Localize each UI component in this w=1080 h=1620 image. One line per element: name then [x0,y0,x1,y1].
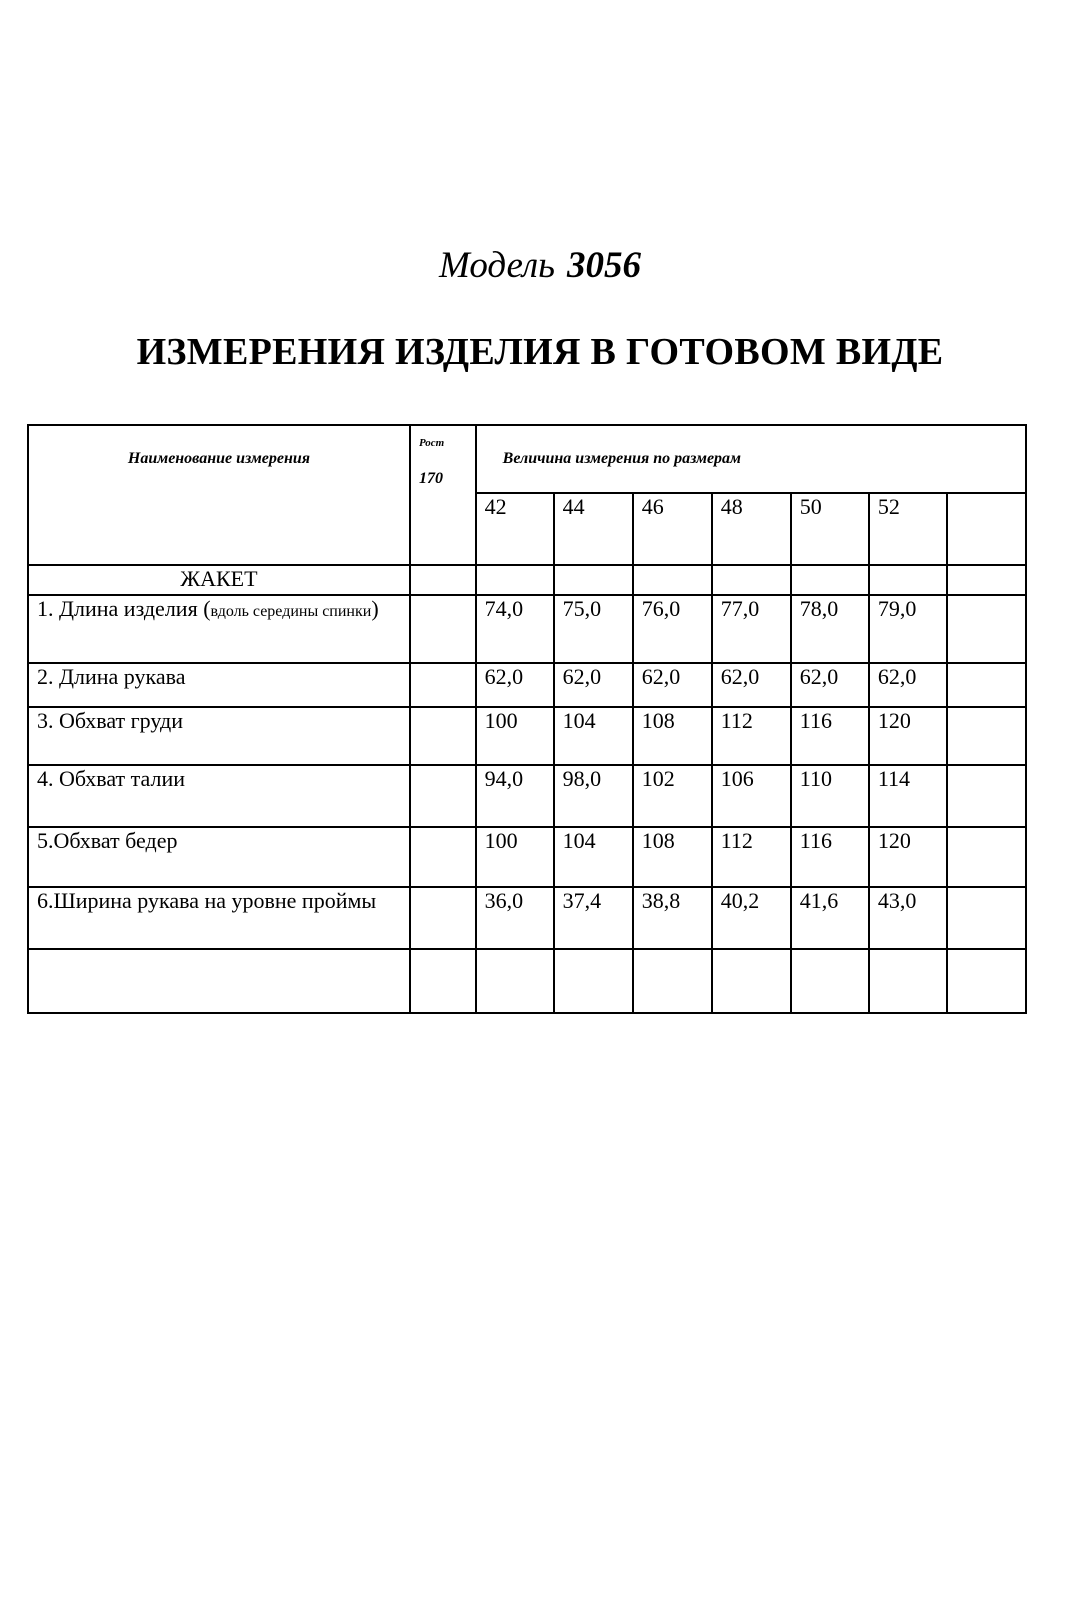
model-heading [0,244,1080,287]
measurements-table [27,424,1027,1014]
value-cell: 62,0 [633,663,712,707]
empty-row [28,949,1026,1013]
size-cell: 48 [712,493,791,565]
row-name: 6.Ширина рукава на уровне проймы [28,887,410,949]
size-cell: 50 [791,493,869,565]
value-cell: 112 [712,827,791,887]
value-cell: 106 [712,765,791,827]
value-cell: 62,0 [791,663,869,707]
size-cell: 44 [554,493,633,565]
size-cell: 42 [476,493,554,565]
value-cell: 43,0 [869,887,947,949]
value-cell: 116 [791,827,869,887]
value-cell: 120 [869,827,947,887]
value-cell: 110 [791,765,869,827]
value-cell: 112 [712,707,791,765]
model-number: 3056 [566,245,641,286]
page-title: ИЗМЕРЕНИЯ ИЗДЕЛИЯ В ГОТОВОМ ВИДЕ [136,331,944,373]
value-cell: 116 [791,707,869,765]
table-row [28,887,1026,949]
row-note: вдоль середины спинки [210,603,372,620]
value-cell: 77,0 [712,595,791,663]
size-cell: 46 [633,493,712,565]
value-cell: 62,0 [476,663,554,707]
model-label: Модель [439,245,555,286]
value-cell: 102 [633,765,712,827]
table-header-row [28,425,1026,493]
header-name-cell: Наименование измерения [28,425,410,565]
rost-value: 170 [418,470,443,487]
size-cell: 52 [869,493,947,565]
value-cell: 75,0 [554,595,633,663]
value-cell: 62,0 [712,663,791,707]
value-cell [947,827,1026,887]
value-cell: 108 [633,707,712,765]
value-cell [947,887,1026,949]
value-cell: 37,4 [554,887,633,949]
value-cell [947,765,1026,827]
row-name: 4. Обхват талии [28,765,410,827]
value-cell: 120 [869,707,947,765]
value-cell: 100 [476,707,554,765]
table-row [28,707,1026,765]
value-cell: 78,0 [791,595,869,663]
value-cell: 98,0 [554,765,633,827]
value-cell: 74,0 [476,595,554,663]
value-cell: 41,6 [791,887,869,949]
row-name: 5.Обхват бедер [28,827,410,887]
section-row [28,565,1026,595]
value-cell: 62,0 [869,663,947,707]
value-cell [947,707,1026,765]
value-cell: 108 [633,827,712,887]
value-cell: 79,0 [869,595,947,663]
table-row [28,663,1026,707]
row-name: 1. Длина изделия (вдоль середины спинки) [28,595,410,663]
row-name: 3. Обхват груди [28,707,410,765]
value-cell: 62,0 [554,663,633,707]
value-cell: 76,0 [633,595,712,663]
table-row [28,827,1026,887]
table-row [28,595,1026,663]
header-values-cell: Величина измерения по размерам [476,425,1026,493]
header-rost-cell [410,425,476,565]
value-cell: 38,8 [633,887,712,949]
value-cell: 104 [554,827,633,887]
value-cell: 104 [554,707,633,765]
value-cell: 36,0 [476,887,554,949]
value-cell: 40,2 [712,887,791,949]
table-row [28,765,1026,827]
row-name: 2. Длина рукава [28,663,410,707]
value-cell [947,663,1026,707]
value-cell: 100 [476,827,554,887]
size-cell [947,493,1026,565]
value-cell: 94,0 [476,765,554,827]
value-cell [947,595,1026,663]
section-label: ЖАКЕТ [28,565,410,595]
value-cell: 114 [869,765,947,827]
rost-label: Рост [418,437,445,449]
